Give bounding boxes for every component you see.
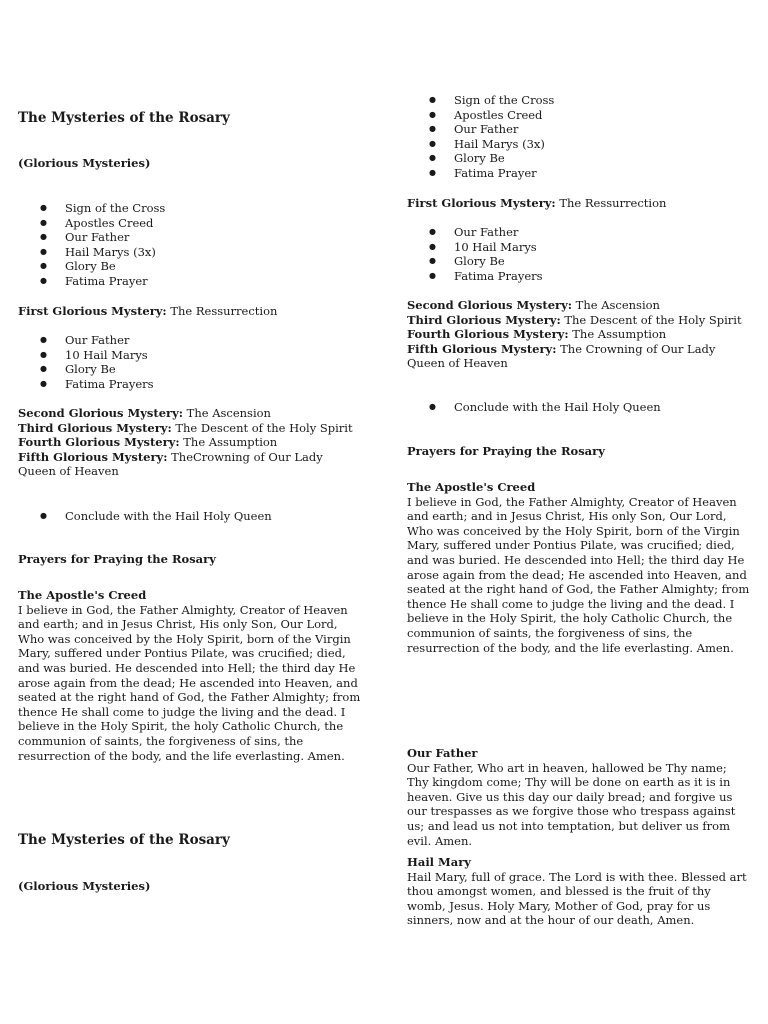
list-item: ● Glory Be (18, 362, 363, 377)
mystery-text: The Ascension (183, 406, 271, 420)
list-item: ● Apostles Creed (18, 216, 363, 231)
mystery-label: Fourth Glorious Mystery: (18, 435, 180, 450)
mystery-label: Second Glorious Mystery: (18, 406, 183, 420)
decade-prayers-list (18, 333, 363, 391)
list-item: ● Glory Be (18, 259, 363, 274)
apostles-creed-section (407, 480, 752, 655)
mystery-label: First Glorious Mystery: (407, 196, 556, 210)
page-title: The Mysteries of the Rosary (18, 110, 230, 126)
page-title-repeat: The Mysteries of the Rosary (18, 832, 230, 848)
mystery-label: First Glorious Mystery: (18, 304, 167, 318)
conclude-list (18, 509, 363, 524)
apostles-creed-title: The Apostle's Creed (18, 588, 147, 602)
our-father-text: Our Father, Who art in heaven, hallowed be Thy name; Thy kingdom come; Thy will be done on earth as it is in heaven. Give us this day our daily bread; and forgive us our trespasses as we forgive those who trespass against us; and lead us not into temptation, but deliver us from evil. Amen. (407, 760, 736, 848)
apostles-creed-text: I believe in God, the Father Almighty, Creator of Heaven and earth; and in Jesus Christ, His only Son, Our Lord, Who was conceived by the Holy Spirit, born of the Virgin Mary, suffered under Pontius Pilate, was crucified; died, and was buried. He descended into Hell; the third day He arose again from the dead; He ascended into Heaven, and seated at the right hand of God, the Father Almighty; from thence He shall come to judge the living and the dead. I believe in the Holy Spirit, the holy Catholic Church, the communion of saints, the forgiveness of sins, the resurrection of the body, and the life everlasting. Amen. (407, 494, 750, 655)
list-item: ● Our Father (407, 122, 752, 137)
list-item: ● Apostles Creed (407, 108, 752, 123)
third-mystery (18, 421, 363, 436)
prayers-heading: Prayers for Praying the Rosary (407, 444, 605, 458)
our-father-title: Our Father (407, 746, 478, 760)
mystery-text: The Ascension (572, 298, 660, 312)
mystery-label: Third Glorious Mystery: (18, 420, 172, 435)
opening-prayers-list (18, 201, 363, 289)
list-item: ● Hail Marys (3x) (407, 137, 752, 152)
list-item: ● Sign of the Cross (407, 93, 752, 108)
list-item: ● 10 Hail Marys (18, 348, 363, 363)
fifth-mystery (407, 342, 752, 371)
apostles-creed-text: I believe in God, the Father Almighty, Creator of Heaven and earth; and in Jesus Christ, His only Son, Our Lord, Who was conceived by the Holy Spirit, born of the Virgin Mary, suffered under Pontius Pilate, was crucified; died, and was buried. He descended into Hell; the third day He arose again from the dead; He ascended into Heaven, and seated at the right hand of God, the Father Almighty; from thence He shall come to judge the living and the dead. I believe in the Holy Spirit, the holy Catholic Church, the communion of saints, the forgiveness of sins, the resurrection of the body, and the life everlasting. Amen. (18, 602, 361, 763)
fourth-mystery (18, 435, 363, 450)
list-item: ● Hail Marys (3x) (18, 245, 363, 260)
opening-prayers-list (407, 93, 752, 181)
list-item: ● Fatima Prayers (407, 269, 752, 284)
hail-mary-text: Hail Mary, full of grace. The Lord is with thee. Blessed art thou amongst women, and blessed is the fruit of thy womb, Jesus. Holy Mary, Mother of God, pray for us sinners, now and at the hour of our death, Amen. (407, 869, 747, 928)
mystery-text: The Descent of the Holy Spirit (560, 312, 742, 327)
first-mystery (407, 196, 752, 211)
subtitle-repeat: (Glorious Mysteries) (18, 879, 151, 893)
mystery-text: The Assumption (179, 435, 278, 450)
third-mystery (407, 313, 752, 328)
list-item: ● Glory Be (407, 151, 752, 166)
list-item: ● Our Father (18, 230, 363, 245)
second-mystery (407, 298, 752, 313)
list-item: ● Conclude with the Hail Holy Queen (407, 400, 752, 415)
right-column (407, 0, 752, 1024)
mystery-text: The Ressurrection (555, 196, 667, 210)
list-item: ● Sign of the Cross (18, 201, 363, 216)
mystery-label: Third Glorious Mystery: (407, 312, 561, 327)
hail-mary-section (407, 855, 752, 928)
hail-mary-title: Hail Mary (407, 855, 471, 869)
mystery-text: The Assumption (568, 327, 667, 342)
list-item: ● Glory Be (407, 254, 752, 269)
first-mystery (18, 304, 363, 319)
mystery-label: Fifth Glorious Mystery: (407, 341, 557, 356)
fifth-mystery (18, 450, 363, 479)
subtitle: (Glorious Mysteries) (18, 156, 151, 170)
remaining-mysteries (18, 406, 363, 479)
mystery-text: The Crowning of Our Lady Queen of Heaven (407, 341, 716, 371)
apostles-creed-title: The Apostle's Creed (407, 480, 536, 494)
list-item: ● Fatima Prayers (18, 377, 363, 392)
prayers-heading: Prayers for Praying the Rosary (18, 552, 216, 566)
apostles-creed-section (18, 588, 363, 763)
second-mystery (18, 406, 363, 421)
list-item: ● Fatima Prayer (407, 166, 752, 181)
list-item: ● Our Father (407, 225, 752, 240)
list-item: ● 10 Hail Marys (407, 240, 752, 255)
mystery-label: Fifth Glorious Mystery: (18, 449, 168, 464)
fourth-mystery (407, 327, 752, 342)
list-item: ● Fatima Prayer (18, 274, 363, 289)
our-father-section (407, 746, 752, 848)
mystery-label: Second Glorious Mystery: (407, 298, 572, 312)
list-item: ● Our Father (18, 333, 363, 348)
conclude-list (407, 400, 752, 415)
mystery-text: TheCrowning of Our Lady Queen of Heaven (18, 449, 323, 479)
remaining-mysteries (407, 298, 752, 371)
list-item: ● Conclude with the Hail Holy Queen (18, 509, 363, 524)
decade-prayers-list (407, 225, 752, 283)
left-column (18, 0, 363, 1024)
mystery-label: Fourth Glorious Mystery: (407, 327, 569, 342)
mystery-text: The Descent of the Holy Spirit (171, 420, 353, 435)
mystery-text: The Ressurrection (166, 304, 278, 318)
